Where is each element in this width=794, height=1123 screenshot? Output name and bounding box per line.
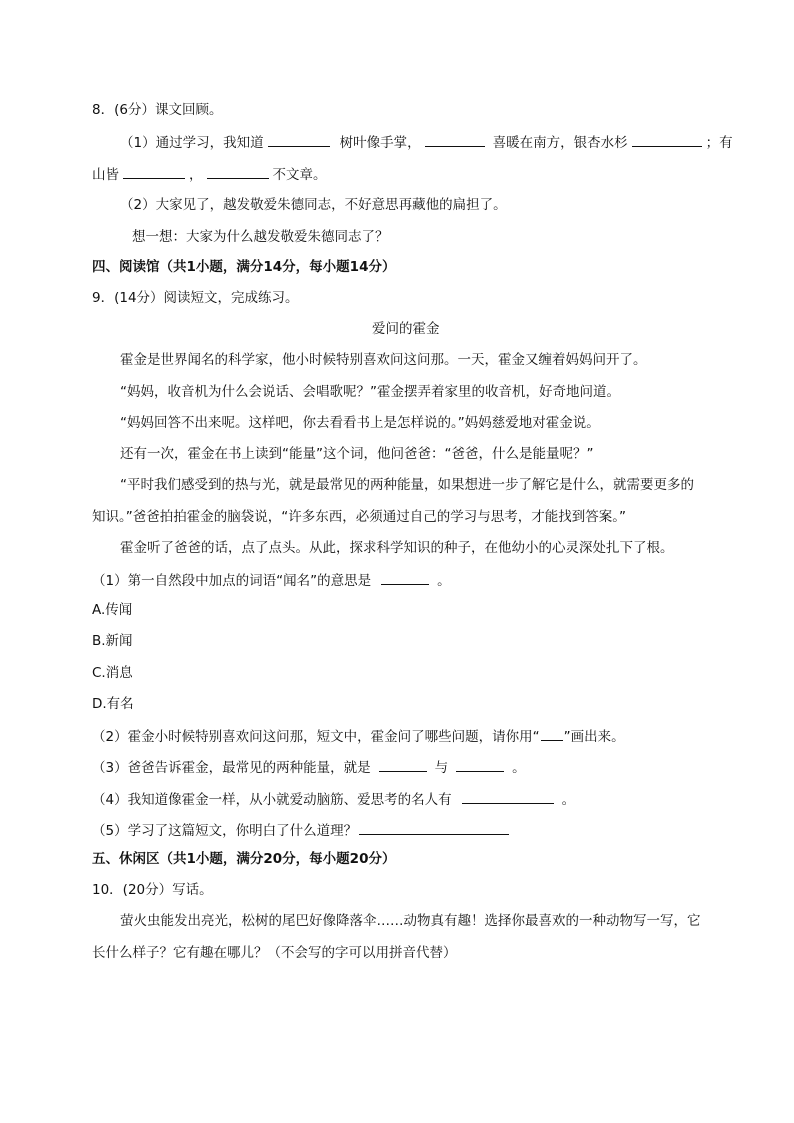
passage-para-1: 霍金是世界闻名的科学家，他小时候特别喜欢问这问那。一天，霍金又缠着妈妈问开了。: [120, 352, 647, 368]
q9-header: 9．(14分）阅读短文，完成练习。: [92, 290, 299, 306]
q8-part1-text-b: 树叶像手掌，: [339, 135, 421, 151]
q8-part1-text-g: 不文章。: [272, 167, 327, 183]
q9-sub2: [92, 726, 625, 746]
q9-sub2-text: （2）霍金小时候特别喜欢问这问那，短文中，霍金问了哪些问题，请你用“: [92, 729, 540, 745]
q8-part1-text-d: ；有: [705, 135, 733, 151]
q9-sub2-end: ”画出来。: [563, 729, 625, 745]
q9-sub4-end: 。: [561, 792, 576, 808]
q8-part1-text-f: ，: [189, 167, 203, 183]
q9-sub1-blank[interactable]: [381, 570, 429, 585]
q8-part1-text-a: （1）通过学习，我知道: [120, 135, 264, 151]
q9-sub1-end: 。: [437, 573, 451, 589]
option-c[interactable]: C.消息: [92, 665, 133, 681]
q9-sub3-and: 与: [434, 760, 449, 776]
q9-sub3-end: 。: [512, 760, 526, 776]
q9-sub1-text: （1）第一自然段中加点的词语“闻名”的意思是: [92, 573, 372, 589]
q9-sub5: [92, 820, 513, 840]
q9-sub3: [92, 757, 526, 777]
section4-title: 四、阅读馆（共1小题，满分14分，每小题14分）: [92, 259, 396, 275]
q8-blank-5[interactable]: [207, 164, 269, 179]
q9-sub5-blank[interactable]: [359, 820, 509, 835]
q9-sub5-text: （5）学习了这篇短文，你明白了什么道理？: [92, 823, 358, 839]
passage-para-5-line1: “平时我们感受到的热与光，就是最常见的两种能量，如果想进一步了解它是什么，就需要更多的: [120, 477, 694, 493]
q9-sub1: [92, 570, 451, 590]
passage-title: 爱问的霍金: [372, 321, 440, 337]
q8-blank-4[interactable]: [123, 164, 185, 179]
q10-prompt-line2: 长什么样子？它有趣在哪儿？（不会写的字可以用拼音代替）: [92, 945, 457, 961]
q8-part1-text-e: 山皆: [92, 167, 119, 183]
q8-blank-1[interactable]: [268, 132, 330, 147]
q10-prompt-line1: 萤火虫能发出亮光，松树的尾巴好像降落伞……动物真有趣！选择你最喜欢的一种动物写一写，它: [120, 913, 701, 929]
option-d[interactable]: D.有名: [92, 696, 134, 712]
q9-sub3-blank-2[interactable]: [456, 757, 504, 772]
passage-para-2: “妈妈，收音机为什么会说话、会唱歌呢？”霍金摆弄着家里的收音机，好奇地问道。: [120, 384, 620, 400]
q8-blank-2[interactable]: [425, 132, 485, 147]
q8-think: 想一想：大家为什么越发敬爱朱德同志了？: [132, 229, 389, 245]
q9-sub3-blank-1[interactable]: [379, 757, 427, 772]
option-a[interactable]: A.传闻: [92, 602, 133, 618]
q8-blank-3[interactable]: [632, 132, 702, 147]
q8-part2: （2）大家见了，越发敬爱朱德同志，不好意思再藏他的扁担了。: [120, 197, 507, 213]
option-b[interactable]: B.新闻: [92, 633, 133, 649]
section5-title: 五、休闲区（共1小题，满分20分，每小题20分）: [92, 851, 396, 867]
passage-para-4: 还有一次，霍金在书上读到“能量”这个词，他问爸爸：“爸爸，什么是能量呢？”: [120, 446, 594, 462]
q10-header: 10．(20分）写话。: [92, 882, 213, 898]
q8-part1-line2: [92, 164, 327, 184]
q9-sub4-blank[interactable]: [462, 789, 554, 804]
q9-sub3-text: （3）爸爸告诉霍金，最常见的两种能量，就是: [92, 760, 371, 776]
q8-part1-line1: [120, 132, 733, 152]
passage-para-5-line2: 知识。”爸爸拍拍霍金的脑袋说，“许多东西，必须通过自己的学习与思考，才能找到答案。”: [92, 509, 626, 525]
q9-sub4-text: （4）我知道像霍金一样，从小就爱动脑筋、爱思考的名人有: [92, 792, 452, 808]
q9-sub4: [92, 789, 575, 809]
q9-sub2-underline-mark: [541, 726, 563, 741]
passage-para-6: 霍金听了爸爸的话，点了点头。从此，探求科学知识的种子，在他幼小的心灵深处扎下了根。: [120, 540, 674, 556]
passage-para-3: “妈妈回答不出来呢。这样吧，你去看看书上是怎样说的。”妈妈慈爱地对霍金说。: [120, 415, 600, 431]
q8-header: 8．(6分）课文回顾。: [92, 102, 223, 118]
q8-part1-text-c: 喜暖在南方，银杏水杉: [492, 135, 628, 151]
